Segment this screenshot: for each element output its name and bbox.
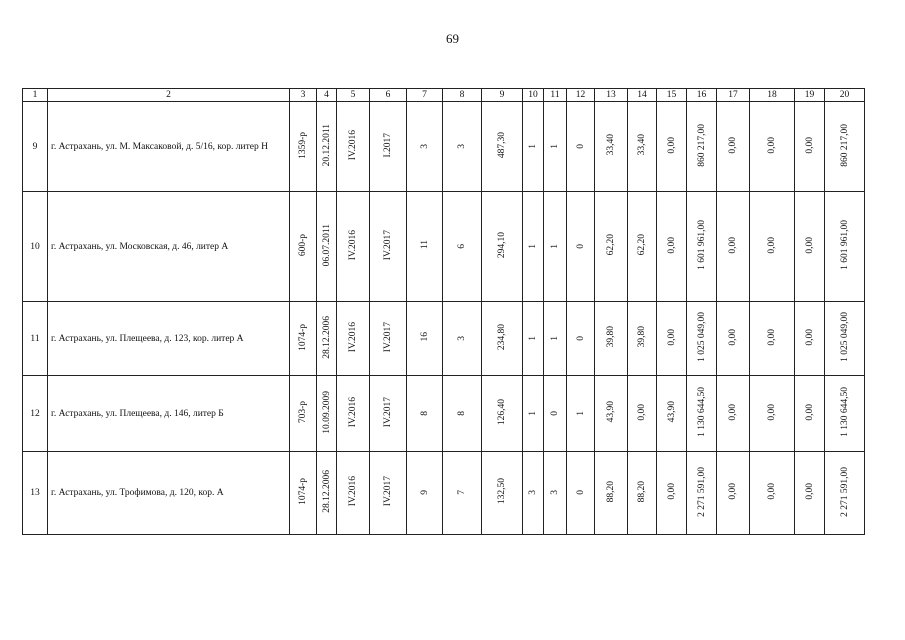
cell-value: IV.2017 xyxy=(383,476,393,507)
cell-value: 1074-р xyxy=(298,478,308,505)
cell-value: 3 xyxy=(457,143,467,149)
table-cell xyxy=(628,102,657,192)
table-cell xyxy=(750,452,795,535)
cell-value: 2 271 591,00 xyxy=(696,466,707,517)
cell-value: 0,00 xyxy=(804,328,815,346)
table-cell xyxy=(523,376,544,452)
cell-value: I.2017 xyxy=(383,132,393,158)
cell-value: 1 130 644,50 xyxy=(839,387,850,437)
cell-value: 06.07.2011 xyxy=(321,223,332,267)
table-row xyxy=(23,192,865,302)
table-cell xyxy=(523,452,544,535)
cell-value: IV.2016 xyxy=(348,129,358,161)
row-number-cell: 12 xyxy=(23,376,48,452)
table-cell xyxy=(750,376,795,452)
cell-value: 1 xyxy=(550,143,560,149)
cell-value: 860 217,00 xyxy=(696,123,707,167)
header-row xyxy=(23,89,865,102)
table-row xyxy=(23,452,865,535)
cell-value: 0,00 xyxy=(767,328,777,346)
cell-value: 0 xyxy=(575,335,586,341)
table-row xyxy=(23,302,865,376)
cell-value: 3 xyxy=(457,335,467,341)
table-cell xyxy=(482,452,523,535)
table-cell xyxy=(290,452,317,535)
cell-value: 0,00 xyxy=(666,236,677,254)
table-cell xyxy=(795,302,825,376)
cell-value: 1 xyxy=(528,243,538,249)
address-cell: г. Астрахань, ул. Плещеева, д. 123, кор. литер А xyxy=(48,302,290,376)
cell-value: 1 xyxy=(528,143,538,149)
table-cell xyxy=(795,452,825,535)
cell-value: 0,00 xyxy=(728,236,738,254)
table-cell xyxy=(443,192,482,302)
table-cell xyxy=(595,302,628,376)
address-cell: г. Астрахань, ул. Трофимова, д. 120, кор. А xyxy=(48,452,290,535)
column-header: 10 xyxy=(523,89,544,102)
cell-value: 8 xyxy=(457,410,467,416)
table-cell xyxy=(687,302,717,376)
page-number: 69 xyxy=(446,31,459,46)
cell-value: 39,80 xyxy=(637,326,647,348)
table-cell xyxy=(370,192,407,302)
table-cell xyxy=(567,452,595,535)
table-cell xyxy=(482,302,523,376)
cell-value: 0,00 xyxy=(767,136,777,154)
cell-value: 62,20 xyxy=(637,234,647,256)
column-header: 5 xyxy=(337,89,370,102)
cell-value: 20.12.2011 xyxy=(321,123,332,167)
table-cell xyxy=(337,302,370,376)
table-cell xyxy=(317,302,337,376)
table-cell xyxy=(290,102,317,192)
column-header: 17 xyxy=(717,89,750,102)
cell-value: 11 xyxy=(419,240,430,250)
cell-value: 0,00 xyxy=(728,136,738,154)
table-cell xyxy=(523,192,544,302)
table-cell xyxy=(628,302,657,376)
cell-value: 1074-р xyxy=(298,323,308,351)
cell-value: 0,00 xyxy=(767,236,777,254)
cell-value: 600-р xyxy=(298,233,308,257)
table-cell xyxy=(317,192,337,302)
cell-value: IV.2016 xyxy=(348,476,358,507)
table-cell xyxy=(825,192,865,302)
table-cell xyxy=(443,102,482,192)
table-cell xyxy=(407,192,443,302)
cell-value: 62,20 xyxy=(606,234,616,256)
column-header: 6 xyxy=(370,89,407,102)
cell-value: IV.2017 xyxy=(383,229,393,261)
table-cell xyxy=(687,192,717,302)
column-header: 3 xyxy=(290,89,317,102)
table-cell xyxy=(370,376,407,452)
table-cell xyxy=(628,376,657,452)
table-cell xyxy=(595,376,628,452)
row-number-cell: 10 xyxy=(23,192,48,302)
column-header: 12 xyxy=(567,89,595,102)
cell-value: 0 xyxy=(550,410,560,416)
column-header: 18 xyxy=(750,89,795,102)
table-cell xyxy=(317,376,337,452)
cell-value: 294,10 xyxy=(497,231,507,259)
table-cell xyxy=(317,452,337,535)
cell-value: 0,00 xyxy=(728,328,738,346)
cell-value: 33,40 xyxy=(606,134,616,156)
cell-value: 28.12.2006 xyxy=(321,315,332,359)
row-number-cell: 13 xyxy=(23,452,48,535)
cell-value: 860 217,00 xyxy=(839,123,850,167)
column-header: 11 xyxy=(544,89,567,102)
table-cell xyxy=(825,452,865,535)
table-cell xyxy=(407,376,443,452)
cell-value: 0,00 xyxy=(804,483,815,500)
table-cell xyxy=(337,102,370,192)
table-cell xyxy=(795,192,825,302)
cell-value: 28.12.2006 xyxy=(321,470,332,513)
table-cell xyxy=(687,452,717,535)
cell-value: 43,90 xyxy=(666,401,677,423)
table-cell xyxy=(544,192,567,302)
table-cell xyxy=(717,192,750,302)
column-header: 15 xyxy=(657,89,687,102)
table-cell xyxy=(717,376,750,452)
table-cell xyxy=(825,102,865,192)
table-cell xyxy=(795,102,825,192)
table-cell xyxy=(482,102,523,192)
cell-value: 0 xyxy=(575,490,586,495)
table-cell xyxy=(657,192,687,302)
cell-value: 16 xyxy=(419,332,430,342)
cell-value: 0,00 xyxy=(637,403,647,421)
cell-value: 1 xyxy=(528,335,538,341)
cell-value: 1 601 961,00 xyxy=(696,220,707,270)
cell-value: 1 130 644,50 xyxy=(696,387,707,437)
column-header: 8 xyxy=(443,89,482,102)
cell-value: 7 xyxy=(457,490,467,495)
cell-value: IV.2016 xyxy=(348,229,358,261)
cell-value: 6 xyxy=(457,243,467,249)
cell-value: 0,00 xyxy=(666,136,677,154)
table-cell xyxy=(317,102,337,192)
cell-value: 1 025 049,00 xyxy=(839,312,850,362)
cell-value: IV.2017 xyxy=(383,396,393,428)
cell-value: 1 xyxy=(550,243,560,249)
table-cell xyxy=(595,192,628,302)
cell-value: 0,00 xyxy=(666,328,677,346)
table-cell xyxy=(290,376,317,452)
table-cell xyxy=(337,376,370,452)
cell-value: 1 xyxy=(528,410,538,416)
table-row xyxy=(23,102,865,192)
column-header: 2 xyxy=(48,89,290,102)
table-cell xyxy=(567,192,595,302)
cell-value: 39,80 xyxy=(606,326,616,348)
cell-value: 0 xyxy=(575,243,586,249)
table-cell xyxy=(750,102,795,192)
table-cell xyxy=(290,192,317,302)
cell-value: 88,20 xyxy=(637,480,647,503)
table-cell xyxy=(482,192,523,302)
cell-value: 10.09.2009 xyxy=(321,390,332,434)
table-cell xyxy=(657,452,687,535)
cell-value: 33,40 xyxy=(637,134,647,156)
cell-value: IV.2016 xyxy=(348,396,358,428)
cell-value: 126,40 xyxy=(497,398,507,426)
table-cell xyxy=(370,102,407,192)
table-cell xyxy=(567,376,595,452)
table-cell xyxy=(370,302,407,376)
address-cell: г. Астрахань, ул. Московская, д. 46, литер А xyxy=(48,192,290,302)
cell-value: IV.2016 xyxy=(348,321,358,353)
column-header: 19 xyxy=(795,89,825,102)
table-cell xyxy=(544,302,567,376)
table-cell xyxy=(687,376,717,452)
cell-value: 1 xyxy=(550,335,560,341)
table-cell xyxy=(750,192,795,302)
cell-value: 9 xyxy=(419,490,430,495)
table-cell xyxy=(717,452,750,535)
column-header: 14 xyxy=(628,89,657,102)
table-cell xyxy=(657,102,687,192)
cell-value: 3 xyxy=(419,143,430,149)
cell-value: 0,00 xyxy=(804,403,815,421)
cell-value: 0,00 xyxy=(804,236,815,254)
cell-value: 2 271 591,00 xyxy=(839,466,850,517)
cell-value: 0,00 xyxy=(728,403,738,421)
table-cell xyxy=(544,376,567,452)
cell-value: 43,90 xyxy=(606,401,616,423)
cell-value: 1 025 049,00 xyxy=(696,312,707,362)
table-cell xyxy=(337,192,370,302)
cell-value: 0 xyxy=(575,143,586,149)
column-header: 7 xyxy=(407,89,443,102)
table-cell xyxy=(628,452,657,535)
table-cell xyxy=(370,452,407,535)
table-cell xyxy=(825,376,865,452)
table-cell xyxy=(750,302,795,376)
cell-value: IV.2017 xyxy=(383,321,393,353)
address-cell: г. Астрахань, ул. М. Максаковой, д. 5/16, кор. литер Н xyxy=(48,102,290,192)
cell-value: 0,00 xyxy=(666,483,677,500)
table-cell xyxy=(443,452,482,535)
cell-value: 88,20 xyxy=(606,480,616,503)
table-cell xyxy=(290,302,317,376)
table-cell xyxy=(628,192,657,302)
table-cell xyxy=(717,302,750,376)
table-cell xyxy=(523,302,544,376)
table-body xyxy=(23,89,865,535)
column-header: 4 xyxy=(317,89,337,102)
row-number-cell: 9 xyxy=(23,102,48,192)
table-cell xyxy=(595,452,628,535)
cell-value: 132,50 xyxy=(497,478,507,505)
cell-value: 3 xyxy=(528,490,538,495)
row-number-cell: 11 xyxy=(23,302,48,376)
table-cell xyxy=(567,102,595,192)
cell-value: 0,00 xyxy=(767,483,777,500)
cell-value: 487,30 xyxy=(497,131,507,159)
table-cell xyxy=(443,376,482,452)
table-cell xyxy=(795,376,825,452)
table-cell xyxy=(717,102,750,192)
table-cell xyxy=(523,102,544,192)
cell-value: 3 xyxy=(550,490,560,495)
table-cell xyxy=(825,302,865,376)
register-table xyxy=(22,88,865,535)
cell-value: 1 xyxy=(575,410,586,416)
cell-value: 234,80 xyxy=(497,323,507,351)
table-cell xyxy=(544,452,567,535)
table-cell xyxy=(407,102,443,192)
table-cell xyxy=(687,102,717,192)
column-header: 13 xyxy=(595,89,628,102)
cell-value: 703-р xyxy=(298,400,308,424)
cell-value: 8 xyxy=(419,410,430,416)
column-header: 1 xyxy=(23,89,48,102)
cell-value: 1359-р xyxy=(298,131,308,159)
column-header: 16 xyxy=(687,89,717,102)
table-cell xyxy=(567,302,595,376)
table-cell xyxy=(482,376,523,452)
table-cell xyxy=(407,452,443,535)
cell-value: 0,00 xyxy=(804,136,815,154)
table-row xyxy=(23,376,865,452)
table-cell xyxy=(337,452,370,535)
column-header: 20 xyxy=(825,89,865,102)
cell-value: 0,00 xyxy=(767,403,777,421)
table-cell xyxy=(407,302,443,376)
table-cell xyxy=(657,376,687,452)
cell-value: 0,00 xyxy=(728,483,738,500)
table-cell xyxy=(544,102,567,192)
table-cell xyxy=(595,102,628,192)
column-header: 9 xyxy=(482,89,523,102)
address-cell: г. Астрахань, ул. Плещеева, д. 146, литер Б xyxy=(48,376,290,452)
cell-value: 1 601 961,00 xyxy=(839,220,850,270)
table-cell xyxy=(657,302,687,376)
table-cell xyxy=(443,302,482,376)
